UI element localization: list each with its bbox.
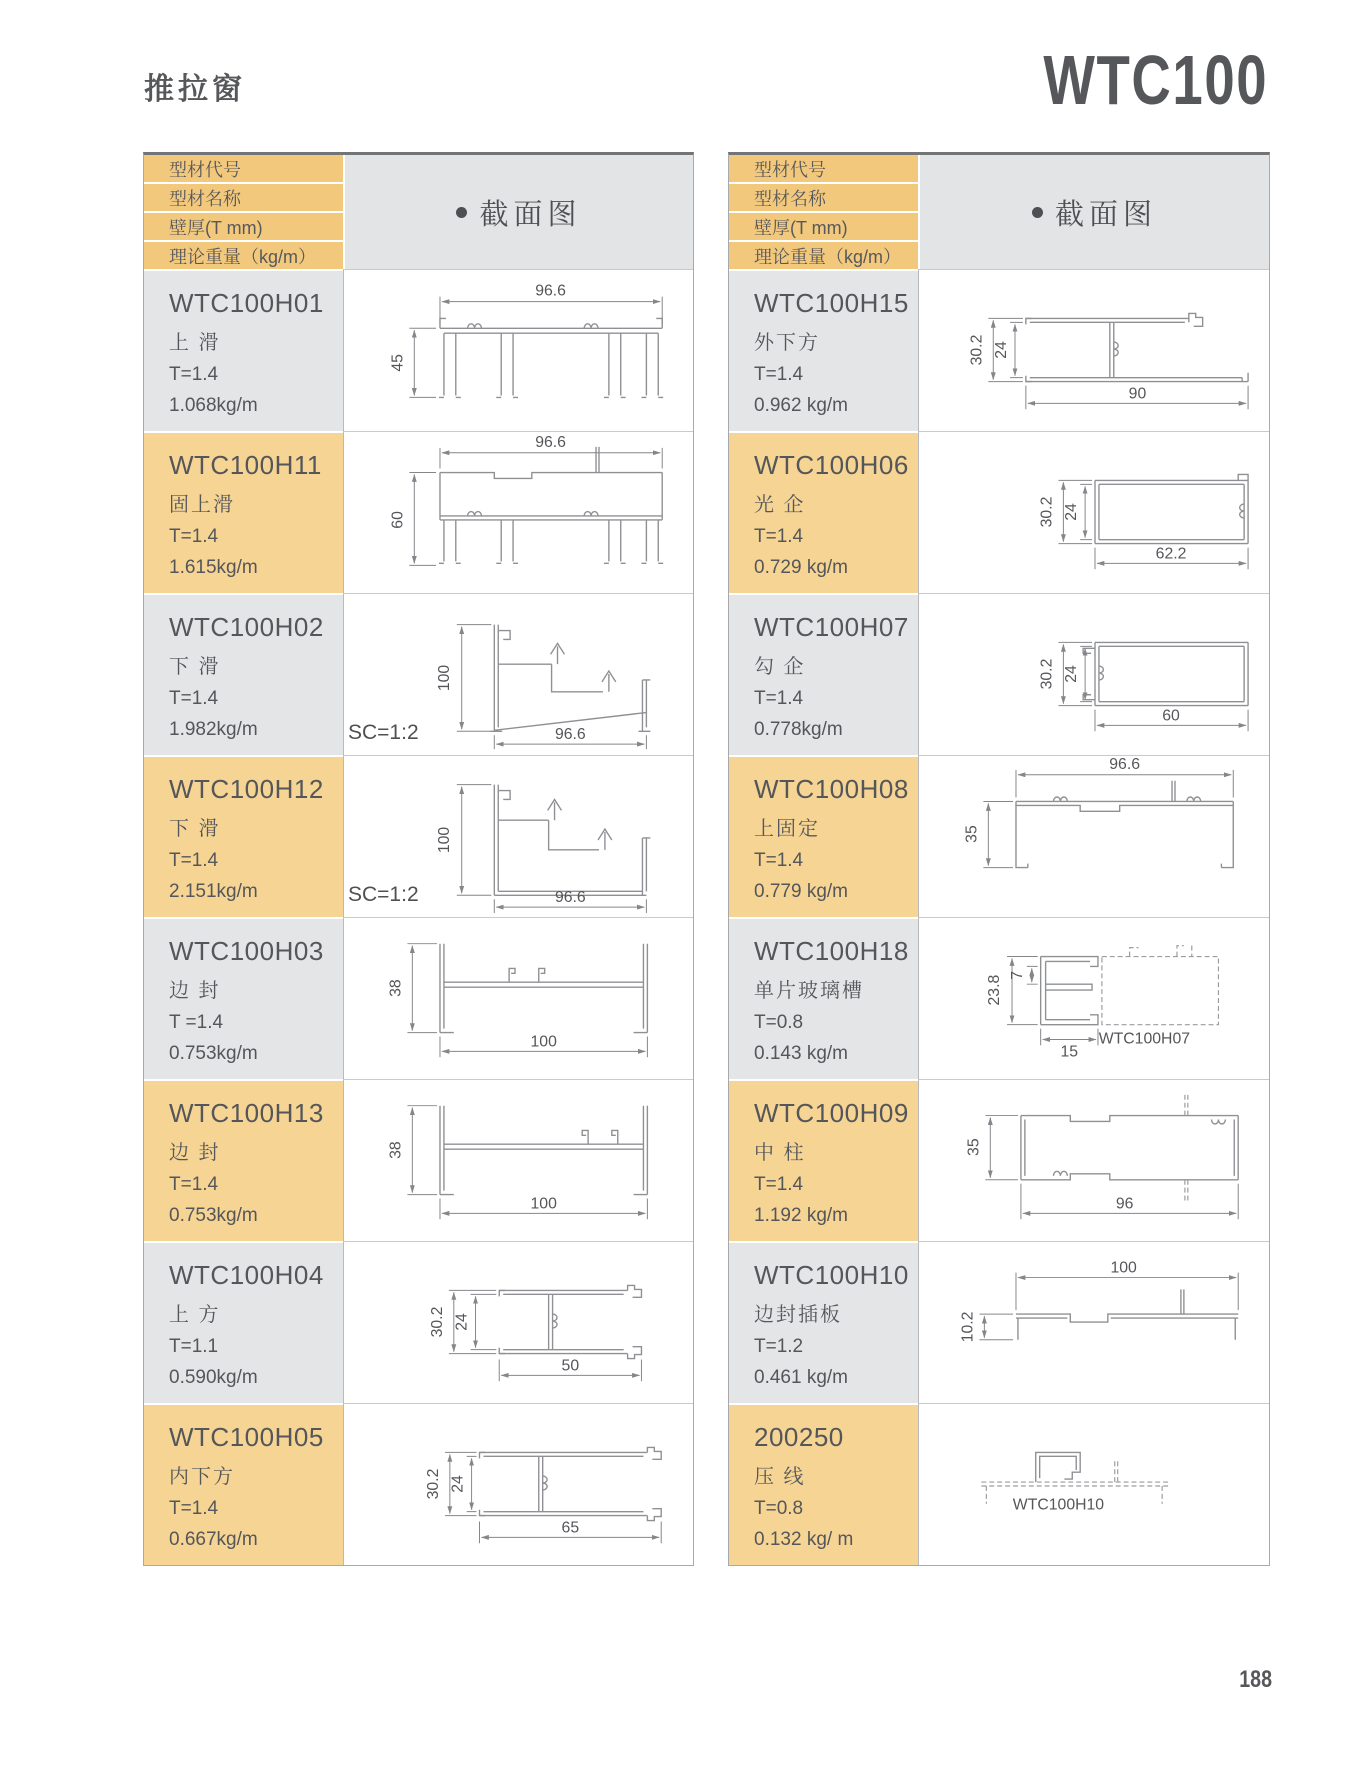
svg-text:100: 100 [435,664,453,691]
scale-note: SC=1:2 [348,721,419,744]
profile-name: 内下方 [169,1466,235,1488]
profile-name: 上 方 [169,1304,221,1326]
svg-text:35: 35 [962,824,980,843]
svg-text:24: 24 [453,1312,471,1331]
cross-section-diagram [345,919,692,1079]
cross-section-cell [343,269,693,431]
profile-thickness: T=1.4 [754,850,804,871]
profile-thickness: T=1.4 [754,688,804,709]
profile-thickness: T=1.4 [169,1174,219,1195]
svg-text:30.2: 30.2 [1038,496,1056,527]
profile-name: 边 封 [169,1142,221,1164]
svg-text:50: 50 [561,1356,580,1374]
profile-table-right [728,152,1270,1566]
profile-code: WTC100H06 [754,450,909,480]
profile-code: WTC100H15 [754,288,909,318]
profile-weight: 0.962 kg/m [754,395,848,416]
table-row [144,269,693,431]
profile-weight: 0.729 kg/m [754,557,848,578]
table-row [144,593,693,755]
svg-text:24: 24 [1062,664,1080,683]
profile-code: WTC100H01 [169,288,324,318]
cross-section-cell [343,1403,693,1565]
profile-code: WTC100H07 [754,612,909,642]
scale-note: SC=1:2 [348,883,419,906]
profile-weight: 1.192 kg/m [754,1205,848,1226]
svg-text:15: 15 [1060,1042,1078,1060]
table-row [144,917,693,1079]
table-row [144,755,693,917]
profile-name: 勾 企 [754,656,806,678]
page-title: 推拉窗 [144,73,246,106]
cross-section-cell [918,269,1269,431]
svg-text:7: 7 [1008,970,1026,980]
cross-section-cell [918,917,1269,1079]
cross-section-cell [918,1241,1269,1403]
cross-section-diagram [345,433,692,593]
profile-thickness: T=1.4 [169,688,219,709]
profile-code: WTC100H12 [169,774,324,804]
cross-section-cell [918,755,1269,917]
table-row [729,269,1269,431]
profile-name: 压 线 [754,1466,806,1488]
profile-name: 下 滑 [169,656,221,678]
profile-weight: 0.667kg/m [169,1529,258,1550]
profile-thickness: T=1.1 [169,1336,219,1357]
cross-section-cell [918,1079,1269,1241]
series-title: WTC100 [1043,41,1268,119]
profile-thickness: T=0.8 [754,1498,804,1519]
svg-text:96.6: 96.6 [535,282,566,300]
svg-text:24: 24 [449,1474,467,1493]
profile-name: 光 企 [754,494,806,516]
svg-text:30.2: 30.2 [428,1306,446,1337]
profile-weight: 1.068kg/m [169,395,258,416]
profile-code: WTC100H18 [754,936,909,966]
profile-thickness: T=1.2 [754,1336,804,1357]
table-row [729,431,1269,593]
profile-tables [143,152,1270,1566]
table-header [729,155,1269,269]
profile-weight: 0.753kg/m [169,1043,258,1064]
cross-section-diagram [921,919,1268,1079]
profile-weight: 2.151kg/m [169,881,258,902]
profile-weight: 0.132 kg/ m [754,1529,854,1550]
svg-text:24: 24 [992,340,1010,359]
svg-text:30.2: 30.2 [967,334,985,365]
profile-thickness: T=0.8 [754,1012,804,1033]
svg-text:96.6: 96.6 [535,433,566,451]
svg-text:60: 60 [1161,706,1180,724]
svg-text:35: 35 [964,1137,982,1156]
profile-thickness: T=1.4 [169,850,219,871]
profile-code: WTC100H03 [169,936,324,966]
profile-weight: 0.753kg/m [169,1205,258,1226]
svg-text:96: 96 [1115,1194,1133,1212]
svg-text:38: 38 [387,1140,405,1159]
profile-name: 下 滑 [169,818,221,840]
svg-text:62.2: 62.2 [1155,544,1186,562]
cross-section-diagram [921,1243,1268,1403]
cross-section-diagram [921,757,1268,917]
svg-text:30.2: 30.2 [425,1468,443,1499]
header-profile-code: 型材代号 [729,155,918,182]
cross-section-diagram [345,1405,692,1565]
svg-text:90: 90 [1128,384,1146,402]
profile-code: 200250 [754,1422,844,1452]
profile-table-left [143,152,694,1566]
profile-code: WTC100H13 [169,1098,324,1128]
bullet-icon [456,207,467,218]
svg-text:100: 100 [530,1032,557,1050]
table-row [729,917,1269,1079]
profile-thickness: T=1.4 [169,364,219,385]
cross-section-diagram [345,271,692,431]
svg-text:30.2: 30.2 [1038,658,1056,689]
svg-text:100: 100 [530,1194,557,1212]
cross-section-cell [918,593,1269,755]
cross-section-cell [343,431,693,593]
cross-section-cell [343,593,693,755]
profile-thickness: T=1.4 [169,1498,219,1519]
cross-section-cell [343,755,693,917]
section-header [343,155,693,269]
cross-section-diagram [345,1243,692,1403]
svg-text:10.2: 10.2 [959,1311,977,1342]
header-theoretical-weight: 理论重量（kg/m） [144,242,343,269]
table-row [729,755,1269,917]
section-header [918,155,1269,269]
header-wall-thickness: 壁厚(T mm) [729,213,918,240]
table-row [729,1403,1269,1565]
cross-section-cell [343,1241,693,1403]
page-number: 188 [1239,1666,1272,1693]
cross-section-diagram [921,1081,1268,1241]
section-title: 截面图 [479,198,582,231]
profile-code: WTC100H04 [169,1260,324,1290]
profile-code: WTC100H10 [754,1260,909,1290]
profile-code: WTC100H05 [169,1422,324,1452]
header-profile-name: 型材名称 [144,184,343,211]
svg-text:100: 100 [1109,1259,1137,1277]
profile-weight: 0.590kg/m [169,1367,258,1388]
svg-text:65: 65 [561,1518,580,1536]
profile-weight: 0.143 kg/m [754,1043,848,1064]
profile-weight: 0.779 kg/m [754,881,848,902]
table-row [144,431,693,593]
header-labels [729,155,918,269]
cross-section-diagram [921,433,1268,593]
table-row [729,1079,1269,1241]
cross-section-diagram [921,595,1268,755]
table-row [144,1079,693,1241]
header-profile-code: 型材代号 [144,155,343,182]
svg-text:100: 100 [435,826,453,853]
profile-thickness: T=1.4 [754,526,804,547]
profile-weight: 0.461 kg/m [754,1367,848,1388]
svg-text:60: 60 [389,510,407,529]
profile-thickness: T=1.4 [754,1174,804,1195]
header-profile-name: 型材名称 [729,184,918,211]
table-row [729,1241,1269,1403]
cross-section-diagram [345,1081,692,1241]
table-row [144,1403,693,1565]
profile-thickness: T=1.4 [754,364,804,385]
profile-code: WTC100H09 [754,1098,909,1128]
header-wall-thickness: 壁厚(T mm) [144,213,343,240]
svg-text:96.6: 96.6 [554,888,586,906]
table-row [729,593,1269,755]
profile-name: 单片玻璃槽 [754,980,864,1002]
profile-thickness: T=1.4 [169,526,219,547]
profile-code: WTC100H11 [169,450,322,480]
profile-weight: 0.778kg/m [754,719,843,740]
header-labels [144,155,343,269]
bullet-icon [1032,207,1043,218]
cross-section-diagram [921,271,1268,431]
profile-name: 外下方 [754,332,820,354]
profile-code: WTC100H02 [169,612,324,642]
cross-section-cell [918,1403,1269,1565]
reference-profile-label: WTC100H07 [1098,1029,1190,1047]
table-header [144,155,693,269]
svg-text:24: 24 [1062,502,1080,521]
section-title: 截面图 [1054,198,1157,231]
cross-section-cell [343,917,693,1079]
cross-section-cell [918,431,1269,593]
profile-weight: 1.982kg/m [169,719,258,740]
cross-section-diagram [921,1405,1268,1565]
svg-text:96.6: 96.6 [554,725,586,743]
svg-text:45: 45 [389,353,407,372]
profile-thickness: T =1.4 [169,1012,224,1033]
svg-text:23.8: 23.8 [985,974,1003,1005]
profile-code: WTC100H08 [754,774,909,804]
table-row [144,1241,693,1403]
reference-profile-label: WTC100H10 [1012,1496,1104,1514]
svg-text:96.6: 96.6 [1108,756,1140,773]
profile-name: 上 滑 [169,332,221,354]
cross-section-cell [343,1079,693,1241]
profile-weight: 1.615kg/m [169,557,258,578]
svg-text:38: 38 [387,978,405,997]
profile-name: 上固定 [754,818,820,840]
profile-name: 边封插板 [754,1304,842,1326]
profile-name: 边 封 [169,980,221,1002]
profile-name: 中 柱 [754,1142,806,1164]
profile-name: 固上滑 [169,494,235,516]
header-theoretical-weight: 理论重量（kg/m） [729,242,918,269]
